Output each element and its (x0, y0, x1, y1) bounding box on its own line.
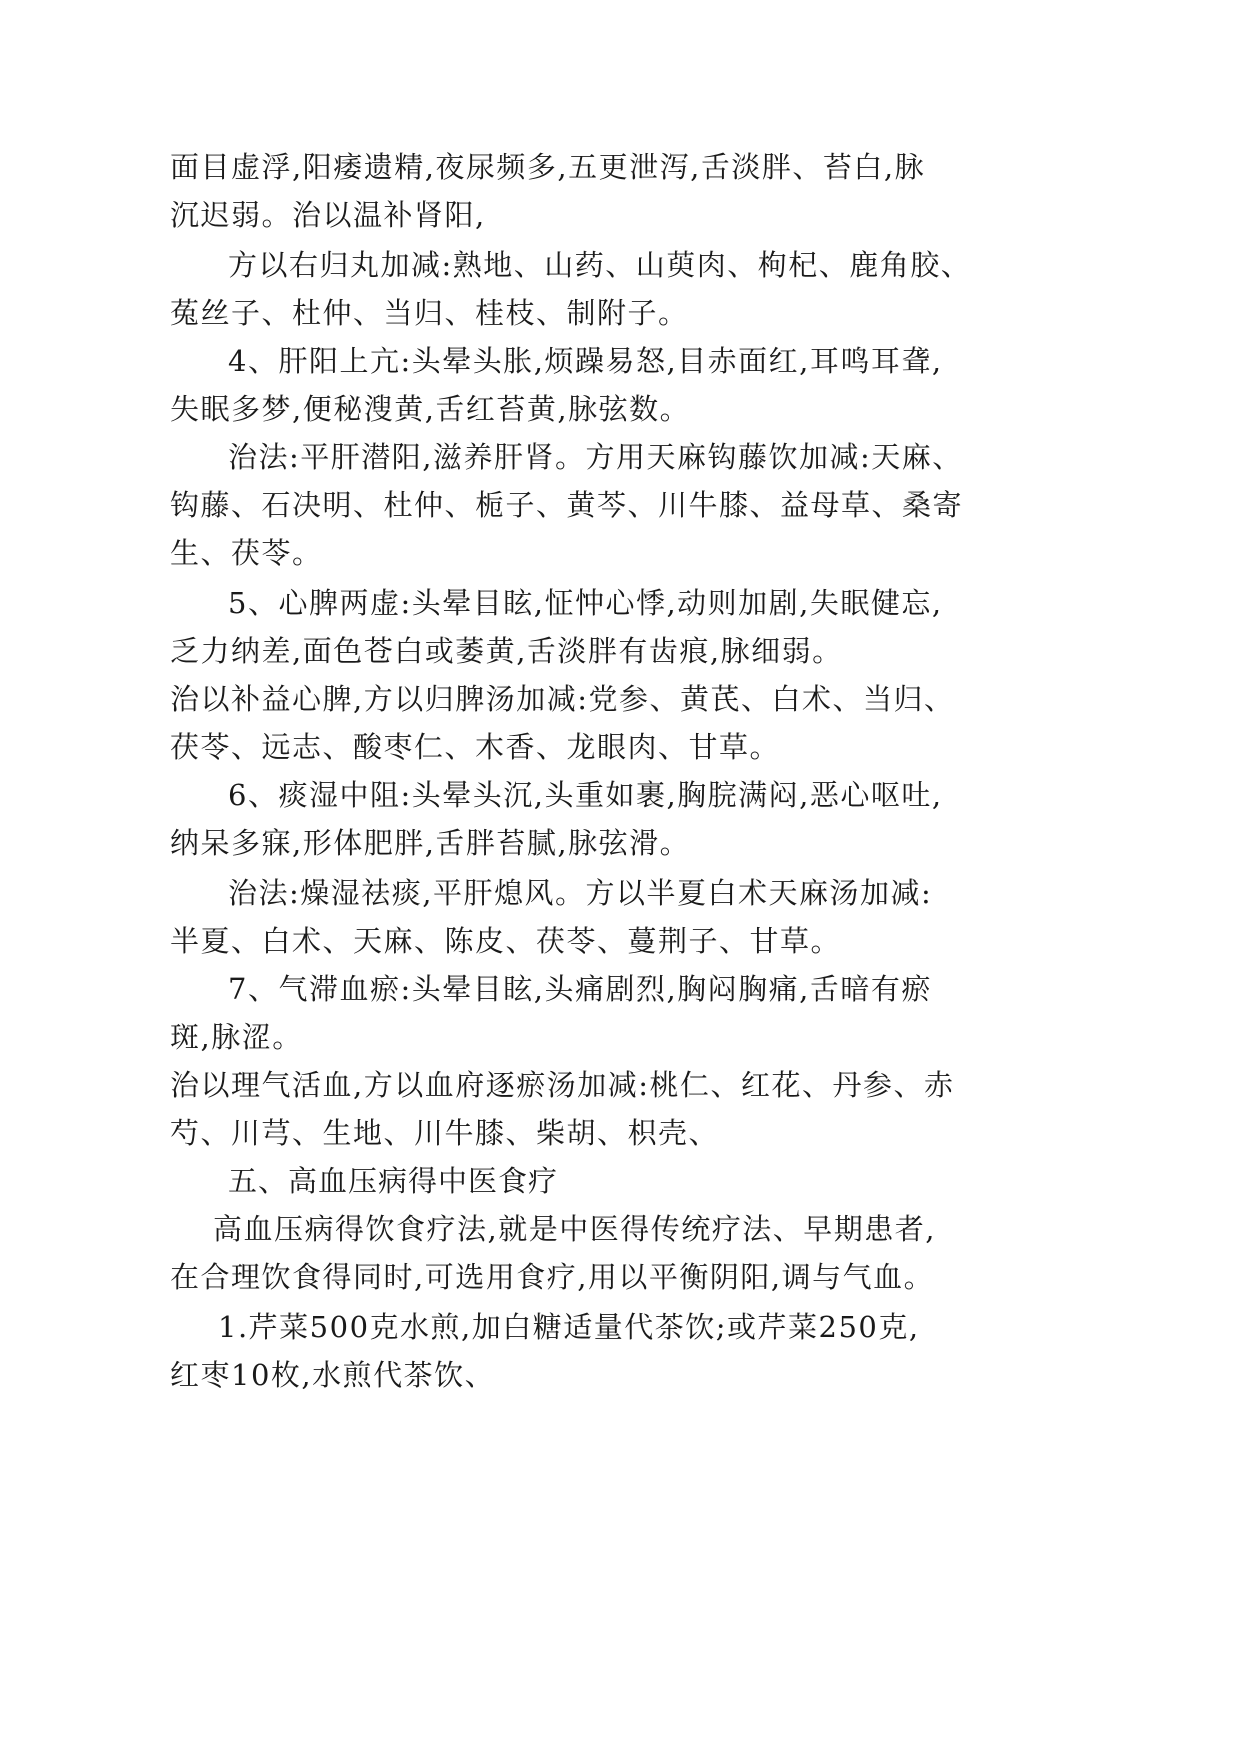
text-line: 钩藤、石决明、杜仲、栀子、黄芩、川牛膝、益母草、桑寄 (170, 488, 964, 522)
text-line: 乏力纳差,面色苍白或萎黄,舌淡胖有齿痕,脉细弱。 (170, 634, 843, 668)
text-line: 高血压病得饮食疗法,就是中医得传统疗法、早期患者, (213, 1212, 936, 1246)
text-line: 治以补益心脾,方以归脾汤加减:党参、黄芪、白术、当归、 (170, 682, 955, 716)
text-line: 半夏、白术、天麻、陈皮、茯苓、蔓荆子、甘草。 (170, 924, 842, 958)
text-line: 6、痰湿中阻:头晕头沉,头重如裹,胸脘满闷,恶心呕吐, (228, 778, 943, 812)
text-line: 红枣10枚,水煎代茶饮、 (170, 1358, 496, 1392)
text-line: 方以右归丸加减:熟地、山药、山萸肉、枸杞、鹿角胶、 (228, 248, 972, 282)
text-line: 治以理气活血,方以血府逐瘀汤加减:桃仁、红花、丹参、赤 (170, 1068, 955, 1102)
text-line: 菟丝子、杜仲、当归、桂枝、制附子。 (170, 296, 689, 330)
text-line: 面目虚浮,阳痿遗精,夜尿频多,五更泄泻,舌淡胖、苔白,脉 (170, 150, 926, 184)
text-line: 7、气滞血瘀:头晕目眩,头痛剧烈,胸闷胸痛,舌暗有瘀 (228, 972, 932, 1006)
text-line: 治法:燥湿祛痰,平肝熄风。方以半夏白术天麻汤加减: (228, 876, 933, 910)
text-line: 生、茯苓。 (170, 536, 323, 570)
text-line: 在合理饮食得同时,可选用食疗,用以平衡阴阳,调与气血。 (170, 1260, 935, 1294)
text-line: 4、肝阳上亢:头晕头胀,烦躁易怒,目赤面红,耳鸣耳聋, (228, 344, 943, 378)
section-heading: 五、高血压病得中医食疗 (228, 1164, 559, 1198)
text-line: 沉迟弱。治以温补肾阳, (170, 198, 486, 232)
text-line: 斑,脉涩。 (170, 1020, 303, 1054)
text-line: 芍、川芎、生地、川牛膝、柴胡、枳壳、 (170, 1116, 720, 1150)
text-line: 5、心脾两虚:头晕目眩,怔忡心悸,动则加剧,失眠健忘, (228, 586, 943, 620)
text-line: 茯苓、远志、酸枣仁、木香、龙眼肉、甘草。 (170, 730, 781, 764)
text-line: 失眠多梦,便秘溲黄,舌红苔黄,脉弦数。 (170, 392, 691, 426)
text-line: 治法:平肝潜阳,滋养肝肾。方用天麻钩藤饮加减:天麻、 (228, 440, 963, 474)
text-line: 1.芹菜500克水煎,加白糖适量代茶饮;或芹菜250克, (218, 1310, 920, 1344)
text-line: 纳呆多寐,形体肥胖,舌胖苔腻,脉弦滑。 (170, 826, 691, 860)
